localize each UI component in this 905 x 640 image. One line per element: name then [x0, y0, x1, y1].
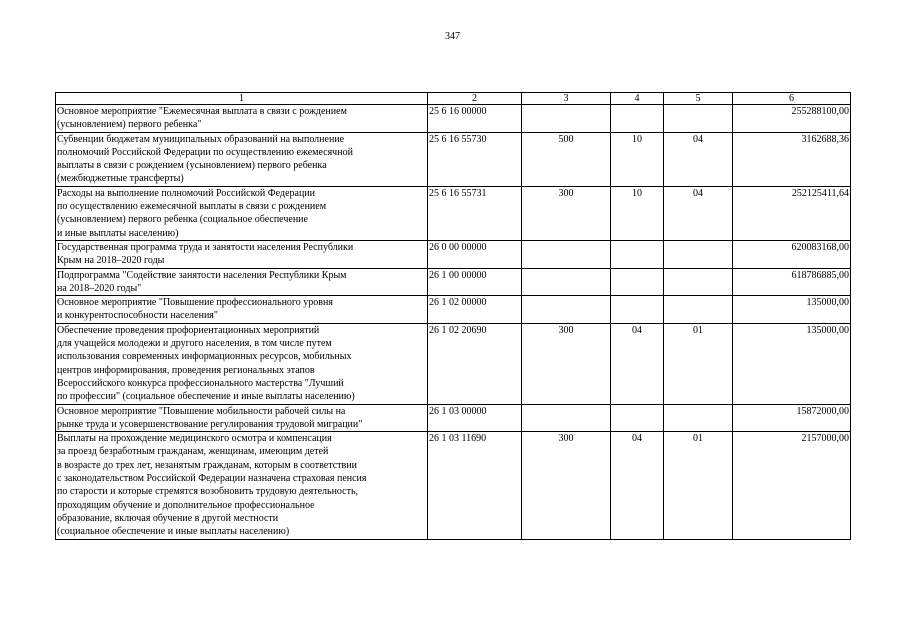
row-subsection	[664, 240, 733, 268]
row-amount: 618786885,00	[733, 268, 851, 296]
row-name: Основное мероприятие "Повышение профессионального уровня и конкурентоспособности населения"	[56, 296, 428, 324]
table-row	[56, 404, 851, 432]
row-code: 25 6 16 00000	[428, 105, 522, 133]
header-col-3: 3	[522, 93, 611, 105]
header-col-6: 6	[733, 93, 851, 105]
row-name: Основное мероприятие "Ежемесячная выплата в связи с рождением (усыновлением) первого ребенка"	[56, 105, 428, 133]
budget-table	[55, 92, 851, 540]
row-amount: 3162688,36	[733, 132, 851, 186]
row-code: 26 1 02 20690	[428, 323, 522, 404]
row-name: Подпрограмма "Содействие занятости населения Республики Крым на 2018–2020 годы"	[56, 268, 428, 296]
row-expense-type: 500	[522, 132, 611, 186]
header-row	[56, 93, 851, 105]
row-name: Расходы на выполнение полномочий Российской Федерации по осуществлению ежемесячной выплаты в связи с рождением (усыновлением) первого ребенка (социальное обеспечение и иные выплаты населению)	[56, 186, 428, 240]
row-expense-type: 300	[522, 186, 611, 240]
table-row	[56, 296, 851, 324]
row-expense-type: 300	[522, 432, 611, 539]
table-row	[56, 186, 851, 240]
row-name: Выплаты на прохождение медицинского осмотра и компенсация за проезд безработным гражданам, женщинам, имеющим детей в возрасте до трех лет, незанятым гражданам, которым в соответствии с законодательством Российской Федерации назначена страховая пенсия по старости и которые стремятся возобновить трудовую деятельность, проходящим обучение и дополнительное профессиональное образование, включая обучение в другой местности (социальное обеспечение и иные выплаты населению)	[56, 432, 428, 539]
table-row	[56, 323, 851, 404]
row-subsection	[664, 105, 733, 133]
page-number: 347	[445, 31, 460, 42]
row-section	[611, 240, 664, 268]
header-col-2: 2	[428, 93, 522, 105]
row-expense-type	[522, 240, 611, 268]
row-section: 04	[611, 323, 664, 404]
row-section	[611, 404, 664, 432]
row-subsection: 01	[664, 323, 733, 404]
row-expense-type	[522, 404, 611, 432]
row-name: Государственная программа труда и занятости населения Республики Крым на 2018–2020 годы	[56, 240, 428, 268]
row-code: 25 6 16 55730	[428, 132, 522, 186]
row-amount: 135000,00	[733, 323, 851, 404]
row-subsection	[664, 268, 733, 296]
row-code: 26 0 00 00000	[428, 240, 522, 268]
row-name: Основное мероприятие "Повышение мобильности рабочей силы на рынке труда и усовершенствование регулирования трудовой миграции"	[56, 404, 428, 432]
row-subsection: 04	[664, 186, 733, 240]
row-amount: 620083168,00	[733, 240, 851, 268]
row-section	[611, 268, 664, 296]
row-section: 04	[611, 432, 664, 539]
row-subsection	[664, 296, 733, 324]
row-expense-type	[522, 105, 611, 133]
header-col-4: 4	[611, 93, 664, 105]
row-code: 26 1 03 11690	[428, 432, 522, 539]
row-subsection: 01	[664, 432, 733, 539]
table-row	[56, 132, 851, 186]
row-name: Обеспечение проведения профориентационных мероприятий для учащейся молодежи и другого населения, в том числе путем использования современных информационных ресурсов, мобильных центров информирования, проведения региональных этапов Всероссийского конкурса профессионального мастерства "Лучший по профессии" (социальное обеспечение и иные выплаты населению)	[56, 323, 428, 404]
row-amount: 15872000,00	[733, 404, 851, 432]
row-name: Субвенции бюджетам муниципальных образований на выполнение полномочий Российской Федерации по осуществлению ежемесячной выплаты в связи с рождением (усыновлением) первого ребенка (межбюджетные трансферты)	[56, 132, 428, 186]
table-row	[56, 268, 851, 296]
row-code: 26 1 02 00000	[428, 296, 522, 324]
table-row	[56, 105, 851, 133]
row-code: 26 1 03 00000	[428, 404, 522, 432]
row-code: 25 6 16 55731	[428, 186, 522, 240]
row-subsection: 04	[664, 132, 733, 186]
row-expense-type	[522, 268, 611, 296]
row-section	[611, 296, 664, 324]
table-row	[56, 432, 851, 539]
row-section	[611, 105, 664, 133]
row-expense-type: 300	[522, 323, 611, 404]
row-section: 10	[611, 132, 664, 186]
row-code: 26 1 00 00000	[428, 268, 522, 296]
row-subsection	[664, 404, 733, 432]
row-amount: 135000,00	[733, 296, 851, 324]
header-col-1: 1	[56, 93, 428, 105]
row-amount: 2157000,00	[733, 432, 851, 539]
table-row	[56, 240, 851, 268]
row-expense-type	[522, 296, 611, 324]
row-amount: 255288100,00	[733, 105, 851, 133]
row-section: 10	[611, 186, 664, 240]
header-col-5: 5	[664, 93, 733, 105]
row-amount: 252125411,64	[733, 186, 851, 240]
